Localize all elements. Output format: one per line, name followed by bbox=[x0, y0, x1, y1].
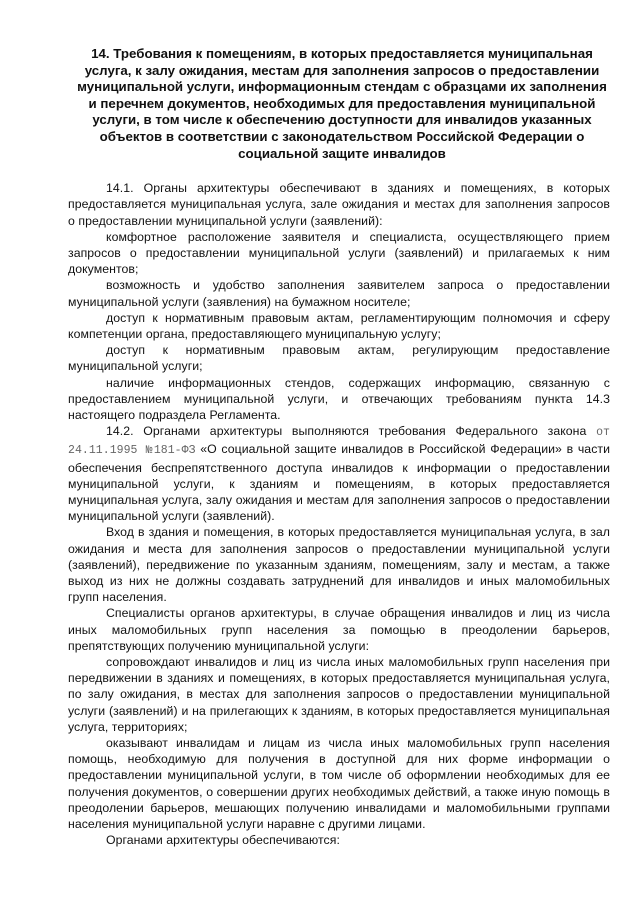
paragraph-14-2 bbox=[68, 423, 610, 524]
document-page bbox=[68, 46, 610, 848]
paragraph-14-1: 14.1. Органы архитектуры обеспечивают в зданиях и помещениях, в которых предоставляется муниципальная услуга, зале ожидания и местах для заполнения запросов о предоставлении муниципальной услуги (заявлений): bbox=[68, 181, 610, 228]
paragraph-specialists: Специалисты органов архитектуры, в случае обращения инвалидов и лиц из числа иных маломобильных групп населения за помощью в преодолении барьеров, препятствующих получению муниципальной услуги: bbox=[68, 606, 610, 653]
paragraph-14-2-lead: 14.2. Органами архитектуры выполняются требования Федерального закона bbox=[106, 424, 597, 439]
list-item-access-acts-service: доступ к нормативным правовым актам, регулирующим предоставление муниципальной услуги; bbox=[68, 343, 610, 374]
paragraph-provided: Органами архитектуры обеспечиваются: bbox=[106, 833, 340, 848]
list-item-comfort: комфортное расположение заявителя и специалиста, осуществляющего прием запросов о предоставлении муниципальной услуги (заявлений) и прилагаемых к ним документов; bbox=[68, 229, 610, 277]
list-item-paper-form: возможность и удобство заполнения заявителем запроса о предоставлении муниципальной услуги (заявления) на бумажном носителе; bbox=[68, 278, 610, 309]
list-item-accompany: сопровождают инвалидов и лиц из числа иных маломобильных групп населения при передвижении в зданиях и помещениях, в которых предоставляется муниципальная услуга, по залу ожидания, в местах для заполнения запросов о предоставлении муниципальной услуги (заявлений) и на прилегающих к зданиям, в которых предоставляется муниципальная услуга, территориях; bbox=[68, 655, 610, 734]
paragraph-14-2-rest: «О социальной защите инвалидов в Российской Федерации» в части обеспечения беспрепятственного доступа инвалидов к информации о предоставлении муниципальной услуги, к зданиям и помещениям, в которых предоставляется муниципальная услуга, залу ожидания и местам для заполнения запросов о предоставлении муниципальной услуги (заявлений). bbox=[68, 442, 610, 524]
paragraph-entrance: Вход в здания и помещения, в которых предоставляется муниципальная услуга, в зал ожидания и места для заполнения запросов о предоставлении муниципальной услуги (заявлений), передвижение по указанным зданиям, помещениям, залу и местам, а также выход из них не должны создавать затруднений для инвалидов и иных маломобильных групп населения. bbox=[68, 525, 610, 605]
law-date-reference: от 24.11.1995 №181-ФЗ bbox=[68, 426, 610, 458]
list-item-info-stands: наличие информационных стендов, содержащих информацию, связанную с предоставлением муниципальной услуги, и отвечающих требованиям пункта 14.3 настоящего подраздела Регламента. bbox=[68, 375, 610, 422]
section-title: 14. Требования к помещениям, в которых предоставляется муниципальная услуга, к залу ожидания, местам для заполнения запросов о предоставлении муниципальной услуги, информационным стендам с образцами их заполнения и перечнем документов, необходимых для предоставления муниципальной услуги, в том числе к обеспечению доступности для инвалидов указанных объектов в соответствии с законодательством Российской Федерации о социальной защите инвалидов bbox=[77, 46, 607, 161]
list-item-assistance: оказывают инвалидам и лицам из числа иных маломобильных групп населения помощь, необходимую для получения в доступной для них форме информации о предоставлении муниципальной услуги, в том числе об оформлении необходимых для ее получения документов, о совершении других необходимых действий, а также иную помощь в преодолении барьеров, мешающих получению инвалидами и маломобильными группами населения муниципальной услуги наравне с другими лицами. bbox=[68, 736, 610, 832]
list-item-access-acts-competence: доступ к нормативным правовым актам, регламентирующим полномочия и сферу компетенции органа, предоставляющего муниципальную услугу; bbox=[68, 310, 610, 341]
